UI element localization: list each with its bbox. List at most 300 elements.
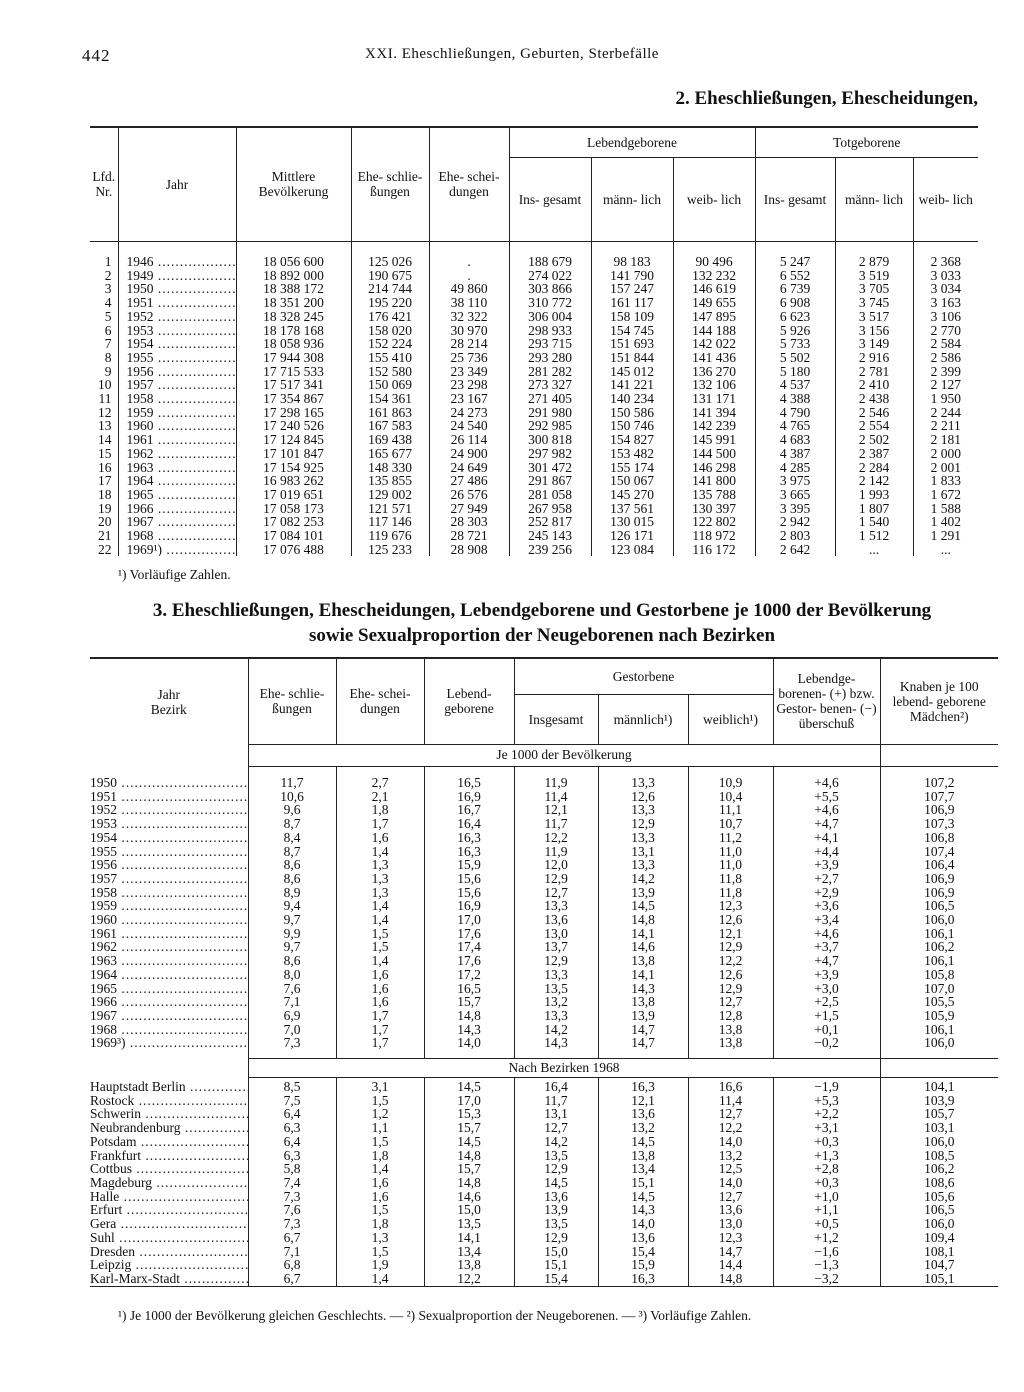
value-cell: 13,1 [514, 1107, 598, 1121]
label-cell [90, 1258, 248, 1272]
value-cell: 12,1 [688, 927, 773, 941]
value-cell: 293 280 [509, 351, 591, 365]
table3 [90, 657, 998, 1287]
value-cell: 11,1 [688, 803, 773, 817]
value-cell: −1,3 [773, 1258, 880, 1272]
col-bevoelkerung: Mittlere Bevölkerung [236, 127, 351, 241]
table-row [90, 447, 978, 461]
value-cell: 11,9 [514, 845, 598, 859]
table-row [90, 365, 978, 379]
col-ueberschuss: Lebendge- borenen- (+) bzw. Gestor- benen- (−) überschuß [773, 658, 880, 744]
value-cell: ... [835, 543, 913, 557]
value-cell: 16,7 [424, 803, 514, 817]
value-cell: 12,0 [514, 858, 598, 872]
year-cell [118, 392, 236, 406]
value-cell: 2 879 [835, 255, 913, 269]
value-cell: 1,6 [336, 995, 424, 1009]
value-cell: 104,7 [880, 1258, 998, 1272]
label-cell [90, 899, 248, 913]
value-cell: 2 803 [755, 529, 835, 543]
value-cell: 1,1 [336, 1121, 424, 1135]
value-cell: 3 106 [913, 310, 978, 324]
value-cell: 14,7 [598, 1023, 688, 1037]
row-label: Dresden ..... [90, 1245, 248, 1259]
year-cell [118, 365, 236, 379]
row-label: 1962 ..... [90, 940, 248, 954]
value-cell: 1 512 [835, 529, 913, 543]
value-cell: +2,8 [773, 1162, 880, 1176]
value-cell: 152 224 [351, 337, 429, 351]
value-cell: 14,8 [688, 1272, 773, 1286]
value-cell: 2 368 [913, 255, 978, 269]
value-cell: 145 012 [591, 365, 673, 379]
lfd-cell: 17 [98, 473, 112, 489]
value-cell: 106,1 [880, 1023, 998, 1037]
lfd-cell: 6 [104, 322, 112, 338]
value-cell: 17 019 651 [236, 488, 351, 502]
row-label: Schwerin ..... [90, 1107, 248, 1121]
value-cell: 105,6 [880, 1190, 998, 1204]
value-cell: 14,7 [688, 1245, 773, 1259]
value-cell: 135 788 [673, 488, 755, 502]
value-cell: 24 649 [429, 461, 509, 475]
value-cell: 190 675 [351, 269, 429, 283]
table-row [90, 927, 998, 941]
year-label: 1963 ..... [127, 461, 237, 475]
year-cell [118, 433, 236, 447]
value-cell: 2 546 [835, 406, 913, 420]
value-cell: 2 181 [913, 433, 978, 447]
value-cell: 11,4 [688, 1094, 773, 1108]
value-cell: 130 015 [591, 515, 673, 529]
value-cell: 13,3 [514, 1009, 598, 1023]
lfd-cell: 4 [104, 295, 112, 311]
year-label: 1953 ..... [127, 324, 237, 338]
value-cell: 155 174 [591, 461, 673, 475]
value-cell: 16 983 262 [236, 474, 351, 488]
value-cell: 153 482 [591, 447, 673, 461]
value-cell: 3 395 [755, 502, 835, 516]
value-cell: 28 214 [429, 337, 509, 351]
value-cell: +5,3 [773, 1094, 880, 1108]
value-cell: 12,8 [688, 1009, 773, 1023]
value-cell: 14,7 [598, 1036, 688, 1050]
value-cell: 18 178 168 [236, 324, 351, 338]
year-label: 1968 ..... [127, 529, 237, 543]
value-cell: 12,3 [688, 899, 773, 913]
value-cell: 7,3 [248, 1190, 336, 1204]
value-cell: 167 583 [351, 419, 429, 433]
label-cell [90, 1107, 248, 1121]
value-cell: 310 772 [509, 296, 591, 310]
lfd-cell: 13 [98, 418, 112, 434]
table-row [90, 1107, 998, 1121]
value-cell: 293 715 [509, 337, 591, 351]
col-jahr: Jahr [118, 127, 236, 241]
table-row [90, 392, 978, 406]
value-cell: 13,2 [514, 995, 598, 1009]
year-cell [118, 269, 236, 283]
value-cell: 15,9 [598, 1258, 688, 1272]
table-row [90, 1245, 998, 1259]
label-cell [90, 790, 248, 804]
value-cell: 1,3 [336, 872, 424, 886]
value-cell: 13,0 [688, 1217, 773, 1231]
value-cell: 8,7 [248, 817, 336, 831]
value-cell: 18 892 000 [236, 269, 351, 283]
value-cell: 6,7 [248, 1231, 336, 1245]
value-cell: 9,6 [248, 803, 336, 817]
value-cell: 14,2 [514, 1023, 598, 1037]
lfd-cell: 15 [98, 445, 112, 461]
value-cell: 14,6 [424, 1190, 514, 1204]
value-cell: 16,3 [424, 845, 514, 859]
value-cell: +3,1 [773, 1121, 880, 1135]
page-number: 442 [82, 46, 111, 65]
value-cell: 141 221 [591, 378, 673, 392]
label-cell [90, 776, 248, 790]
value-cell: 252 817 [509, 515, 591, 529]
row-label: Potsdam ..... [90, 1135, 248, 1149]
value-cell: 13,9 [598, 886, 688, 900]
value-cell: 17 082 253 [236, 515, 351, 529]
value-cell: 306 004 [509, 310, 591, 324]
value-cell: 7,1 [248, 995, 336, 1009]
year-label: 1967 ..... [127, 515, 237, 529]
value-cell: 38 110 [429, 296, 509, 310]
value-cell: 9,4 [248, 899, 336, 913]
col-lfd: Lfd. Nr. [90, 127, 118, 241]
lfd-cell: 12 [98, 404, 112, 420]
value-cell: 141 436 [673, 351, 755, 365]
table-row [90, 461, 978, 475]
label-cell [90, 845, 248, 859]
label-cell [90, 1121, 248, 1135]
value-cell: 13,3 [598, 776, 688, 790]
value-cell: 4 765 [755, 419, 835, 433]
value-cell: 16,4 [514, 1080, 598, 1094]
value-cell: 161 117 [591, 296, 673, 310]
value-cell: 104,1 [880, 1080, 998, 1094]
value-cell: 121 571 [351, 502, 429, 516]
value-cell: 108,5 [880, 1149, 998, 1163]
value-cell: 16,4 [424, 817, 514, 831]
year-label: 1958 ..... [127, 392, 237, 406]
value-cell: 13,6 [688, 1203, 773, 1217]
value-cell: 157 247 [591, 282, 673, 296]
value-cell: 11,2 [688, 831, 773, 845]
value-cell: 15,7 [424, 995, 514, 1009]
value-cell: 1,4 [336, 1272, 424, 1286]
value-cell: 136 270 [673, 365, 755, 379]
row-label: Frankfurt ..... [90, 1149, 248, 1163]
table-row [90, 1121, 998, 1135]
value-cell: 154 361 [351, 392, 429, 406]
col-ehescheidungen: Ehe- schei- dungen [429, 127, 509, 241]
row-label: 1950 ..... [90, 776, 248, 790]
value-cell: 107,2 [880, 776, 998, 790]
value-cell: 8,4 [248, 831, 336, 845]
value-cell: 18 388 172 [236, 282, 351, 296]
value-cell: 13,9 [514, 1203, 598, 1217]
value-cell: 16,5 [424, 776, 514, 790]
row-label: 1966 ..... [90, 995, 248, 1009]
value-cell: 11,9 [514, 776, 598, 790]
value-cell: 5 247 [755, 255, 835, 269]
value-cell: 1 540 [835, 515, 913, 529]
row-label: 1951 ..... [90, 790, 248, 804]
value-cell: 147 895 [673, 310, 755, 324]
value-cell: 12,9 [688, 940, 773, 954]
value-cell: 28 303 [429, 515, 509, 529]
row-label: Magdeburg ..... [90, 1176, 248, 1190]
value-cell: 1,6 [336, 1176, 424, 1190]
value-cell: 1,9 [336, 1258, 424, 1272]
value-cell: 16,3 [598, 1272, 688, 1286]
value-cell: 12,7 [688, 1107, 773, 1121]
value-cell: 12,7 [514, 886, 598, 900]
table-row [90, 529, 978, 543]
value-cell: 28 908 [429, 543, 509, 557]
value-cell: 152 580 [351, 365, 429, 379]
value-cell: 3 745 [835, 296, 913, 310]
value-cell: +3,6 [773, 899, 880, 913]
value-cell: 15,7 [424, 1162, 514, 1176]
value-cell: 188 679 [509, 255, 591, 269]
value-cell: 17,6 [424, 927, 514, 941]
value-cell: 1,3 [336, 858, 424, 872]
row-label: 1959 ..... [90, 899, 248, 913]
label-cell [90, 817, 248, 831]
table-row [90, 1258, 998, 1272]
table-row [90, 1036, 998, 1050]
lfd-cell: 8 [104, 349, 112, 365]
running-head: XXI. Eheschließungen, Geburten, Sterbefälle [365, 46, 659, 62]
label-cell [90, 858, 248, 872]
year-label: 1952 ..... [127, 310, 237, 324]
group-lebendgeborene: Lebendgeborene [509, 127, 755, 157]
value-cell: +2,2 [773, 1107, 880, 1121]
value-cell: 17 354 867 [236, 392, 351, 406]
label-cell [90, 982, 248, 996]
value-cell: 12,9 [514, 872, 598, 886]
value-cell: 106,0 [880, 1135, 998, 1149]
value-cell: 2 399 [913, 365, 978, 379]
table-row [90, 1190, 998, 1204]
value-cell: 98 183 [591, 255, 673, 269]
label-cell [90, 1094, 248, 1108]
value-cell: 1,6 [336, 968, 424, 982]
value-cell: 3,1 [336, 1080, 424, 1094]
value-cell: +1,5 [773, 1009, 880, 1023]
value-cell: 17 154 925 [236, 461, 351, 475]
lfd-cell: 11 [98, 391, 112, 407]
row-label: Neubrandenburg ..... [90, 1121, 248, 1135]
col-jahr-bezirk: Jahr Bezirk [150, 686, 187, 717]
lfd-cell: 2 [104, 267, 112, 283]
value-cell: 2 284 [835, 461, 913, 475]
value-cell: 12,9 [514, 1162, 598, 1176]
value-cell: 12,5 [688, 1162, 773, 1176]
value-cell: 11,0 [688, 845, 773, 859]
value-cell: 14,8 [424, 1149, 514, 1163]
value-cell: 90 496 [673, 255, 755, 269]
label-cell [90, 1009, 248, 1023]
value-cell: 16,3 [598, 1080, 688, 1094]
value-cell: 106,0 [880, 1217, 998, 1231]
label-cell [90, 1272, 248, 1286]
value-cell: 13,6 [514, 913, 598, 927]
value-cell: 15,9 [424, 858, 514, 872]
table-row [90, 1162, 998, 1176]
table-row [90, 1023, 998, 1037]
value-cell: 145 270 [591, 488, 673, 502]
lfd-cell: 3 [104, 281, 112, 297]
value-cell: 106,5 [880, 1203, 998, 1217]
table-row [90, 337, 978, 351]
value-cell: 1,4 [336, 1162, 424, 1176]
value-cell: 12,2 [514, 831, 598, 845]
value-cell: 15,6 [424, 886, 514, 900]
table-row [90, 269, 978, 283]
value-cell: 16,3 [424, 831, 514, 845]
year-cell [118, 543, 236, 557]
value-cell: +0,5 [773, 1217, 880, 1231]
year-cell [118, 474, 236, 488]
value-cell: 106,8 [880, 831, 998, 845]
value-cell: 122 802 [673, 515, 755, 529]
table-row [90, 1080, 998, 1094]
value-cell: 16,9 [424, 899, 514, 913]
label-cell [90, 886, 248, 900]
value-cell: 14,1 [598, 927, 688, 941]
label-cell [90, 940, 248, 954]
value-cell: 17,4 [424, 940, 514, 954]
year-cell [118, 337, 236, 351]
value-cell: 13,6 [598, 1231, 688, 1245]
value-cell: 10,6 [248, 790, 336, 804]
table-row [90, 1009, 998, 1023]
value-cell: 1,5 [336, 927, 424, 941]
value-cell: 103,9 [880, 1094, 998, 1108]
value-cell: 17 124 845 [236, 433, 351, 447]
value-cell: 18 351 200 [236, 296, 351, 310]
value-cell: 17,6 [424, 954, 514, 968]
value-cell: 27 949 [429, 502, 509, 516]
value-cell: 13,7 [514, 940, 598, 954]
value-cell: 26 114 [429, 433, 509, 447]
value-cell: 13,3 [598, 831, 688, 845]
table-row [90, 515, 978, 529]
value-cell: 154 745 [591, 324, 673, 338]
value-cell: 1,7 [336, 1036, 424, 1050]
value-cell: 12,6 [688, 913, 773, 927]
value-cell: 132 106 [673, 378, 755, 392]
value-cell: 1 402 [913, 515, 978, 529]
value-cell: 146 298 [673, 461, 755, 475]
value-cell: 4 683 [755, 433, 835, 447]
value-cell: 158 020 [351, 324, 429, 338]
value-cell: 14,1 [598, 968, 688, 982]
value-cell: 13,3 [598, 858, 688, 872]
section-row [90, 1058, 998, 1077]
value-cell: 10,7 [688, 817, 773, 831]
value-cell: 3 517 [835, 310, 913, 324]
row-label: 1960 ..... [90, 913, 248, 927]
value-cell: 14,4 [688, 1258, 773, 1272]
lfd-cell: 10 [98, 377, 112, 393]
value-cell: 6,9 [248, 1009, 336, 1023]
value-cell: 13,8 [598, 1149, 688, 1163]
value-cell: +4,6 [773, 803, 880, 817]
value-cell: 13,0 [514, 927, 598, 941]
value-cell: 7,0 [248, 1023, 336, 1037]
value-cell: 2 586 [913, 351, 978, 365]
value-cell: 14,0 [424, 1036, 514, 1050]
value-cell: 119 676 [351, 529, 429, 543]
value-cell: 105,7 [880, 1107, 998, 1121]
row-label: Halle ..... [90, 1190, 248, 1204]
value-cell: 1,4 [336, 954, 424, 968]
value-cell: 14,3 [598, 1203, 688, 1217]
year-label: 1954 ..... [127, 337, 237, 351]
year-label: 1956 ..... [127, 365, 237, 379]
value-cell: 1,7 [336, 1009, 424, 1023]
year-cell [118, 529, 236, 543]
value-cell: 107,0 [880, 982, 998, 996]
value-cell: 2 502 [835, 433, 913, 447]
value-cell: 13,9 [598, 1009, 688, 1023]
value-cell: 14,5 [424, 1080, 514, 1094]
value-cell: 2,1 [336, 790, 424, 804]
row-label: 1961 ..... [90, 927, 248, 941]
value-cell: 14,8 [598, 913, 688, 927]
value-cell: 9,7 [248, 940, 336, 954]
row-label: 1954 ..... [90, 831, 248, 845]
value-cell: +1,0 [773, 1190, 880, 1204]
value-cell: 8,0 [248, 968, 336, 982]
value-cell: 103,1 [880, 1121, 998, 1135]
value-cell: +4,7 [773, 817, 880, 831]
value-cell: 15,4 [514, 1272, 598, 1286]
value-cell: 17 715 533 [236, 365, 351, 379]
table-row [90, 845, 998, 859]
value-cell: 9,9 [248, 927, 336, 941]
value-cell: 12,2 [424, 1272, 514, 1286]
value-cell: 3 975 [755, 474, 835, 488]
value-cell: 13,8 [688, 1036, 773, 1050]
table-row [90, 790, 998, 804]
value-cell: 106,9 [880, 803, 998, 817]
value-cell: 2 127 [913, 378, 978, 392]
value-cell: 6,4 [248, 1135, 336, 1149]
year-cell [118, 282, 236, 296]
table-row [90, 831, 998, 845]
value-cell: 107,4 [880, 845, 998, 859]
year-label: 1957 ..... [127, 378, 237, 392]
value-cell: 14,0 [688, 1135, 773, 1149]
value-cell: 14,5 [424, 1135, 514, 1149]
value-cell: 6,4 [248, 1107, 336, 1121]
value-cell: 3 033 [913, 269, 978, 283]
value-cell: 9,7 [248, 913, 336, 927]
label-cell [90, 1023, 248, 1037]
year-label: 1955 ..... [127, 351, 237, 365]
row-label: 1965 ..... [90, 982, 248, 996]
value-cell: 169 438 [351, 433, 429, 447]
value-cell: 13,6 [598, 1107, 688, 1121]
value-cell: 165 677 [351, 447, 429, 461]
